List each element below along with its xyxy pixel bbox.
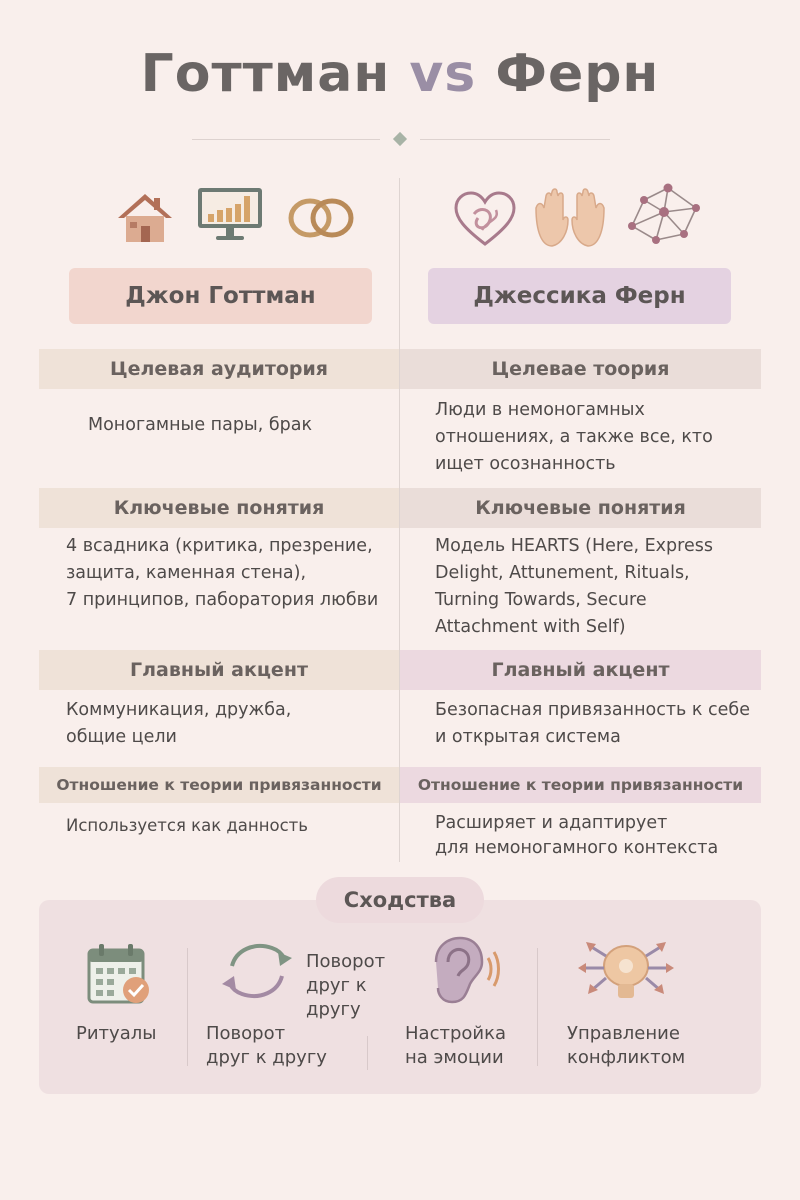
row3-left-header: Главный акцент	[39, 650, 399, 690]
rings-icon	[286, 196, 356, 240]
row3-left-text: Коммуникация, дружба, общие цели	[66, 700, 292, 747]
similarities-separator-3	[537, 948, 538, 1066]
similarities-separator-2	[367, 1036, 368, 1070]
row2-left-header: Ключевые понятия	[39, 488, 399, 528]
gottman-name-pill: Джон Готтман	[69, 268, 372, 324]
row1-right-text: Люди в немоногамных отношениях, а также все, кто ищет осознанность	[435, 400, 713, 474]
calendar-check-icon	[86, 942, 152, 1006]
similarity-rituals-label: Ритуалы	[76, 1023, 157, 1044]
row4-right-header: Отношение к теории привязанности	[400, 767, 761, 803]
monitor-chart-icon	[196, 186, 264, 244]
row2-left-text: 4 всадника (критика, презрение, защита, каменная стена), 7 принципов, паборатория любви	[66, 536, 379, 610]
title-right: Ферн	[495, 44, 660, 104]
row3-right-header: Главный акцент	[400, 650, 761, 690]
row1-left-text: Моногамные пары, брак	[88, 415, 313, 435]
similarity-turning-label: Поворот друг к другу	[206, 1023, 327, 1068]
title-left: Готтман	[140, 44, 391, 104]
heart-knot-icon	[452, 190, 518, 248]
page-title	[0, 44, 800, 104]
house-icon	[116, 192, 174, 244]
similarity-turning-side-label: Поворот друг к другу	[306, 951, 386, 1020]
row2-right-text: Модель HEARTS (Here, Express Delight, Attunement, Rituals, Turning Towards, Secure Attachment with Self)	[435, 536, 713, 637]
row3-right-text: Безопасная привязанность к себе и открытая система	[435, 700, 750, 747]
brain-arrows-icon	[576, 936, 676, 1008]
title-divider-right	[420, 139, 610, 140]
title-diamond	[393, 132, 407, 146]
similarity-attunement-label: Настройка на эмоции	[405, 1023, 506, 1068]
similarity-conflict-label: Управление конфликтом	[567, 1023, 686, 1068]
fern-name-pill: Джессика Ферн	[428, 268, 731, 324]
network-icon	[626, 182, 702, 246]
row4-left-text: Используется как данность	[66, 816, 308, 835]
ear-icon	[424, 936, 504, 1006]
row4-left-header: Отношение к теории привязанности	[39, 767, 399, 803]
title-divider-left	[192, 139, 380, 140]
similarities-title: Сходства	[316, 877, 484, 923]
row1-right-header: Целевае тоория	[400, 349, 761, 389]
cycle-arrows-icon	[218, 938, 296, 1004]
title-vs: vs	[409, 44, 477, 104]
row2-right-header: Ключевые понятия	[400, 488, 761, 528]
row1-left-header: Целевая аудитория	[39, 349, 399, 389]
similarities-separator-1	[187, 948, 188, 1066]
open-hands-icon	[532, 188, 608, 250]
row4-right-text: Расширяет и адаптирует для немоногамного контекста	[435, 813, 719, 858]
